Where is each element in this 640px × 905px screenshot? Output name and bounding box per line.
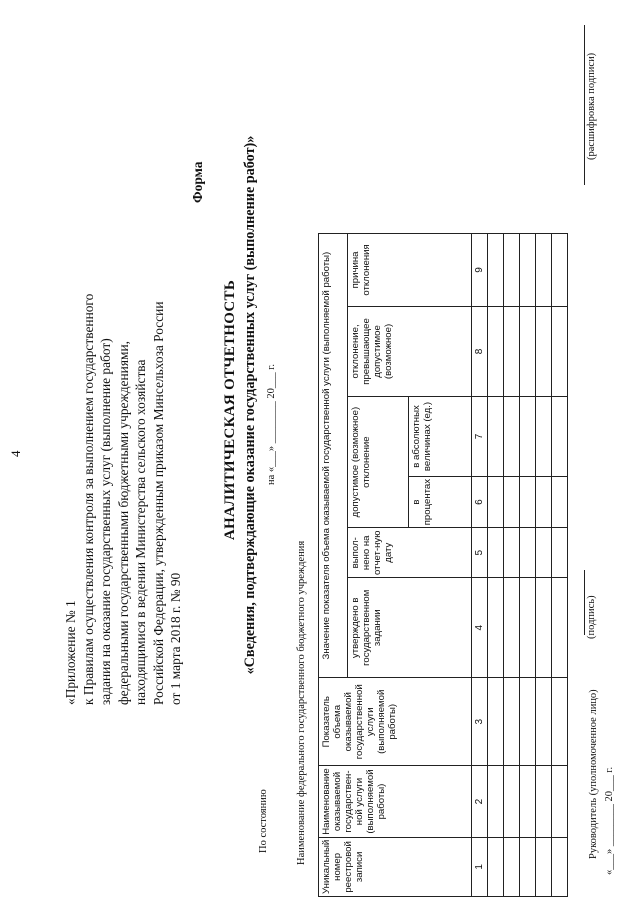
signature-date-field: «___» ________ 20___ г. [604,766,615,875]
table-cell[interactable] [504,528,520,578]
organization-label: Наименование федерального государственного бюджетного учреждения [296,540,307,865]
header-exceeding-deviation: отклонение, превышающее допустимое (возможное) [348,306,472,396]
column-number: 2 [472,766,488,838]
table-cell[interactable] [488,578,504,678]
table-cell[interactable] [504,578,520,678]
table-cell[interactable] [552,578,568,678]
page-number: 4 [8,450,23,457]
table-cell[interactable] [536,233,552,306]
column-number: 3 [472,678,488,766]
signature-caption: (подпись) [586,595,597,639]
table-cell[interactable] [536,578,552,678]
table-cell[interactable] [520,578,536,678]
table-cell[interactable] [504,476,520,527]
table-cell[interactable] [488,233,504,306]
table-cell[interactable] [504,396,520,476]
header-row [319,233,348,896]
table-cell[interactable] [536,476,552,527]
as-of-date-field: на «___» ________ 20___ г. [266,363,277,485]
table-cell[interactable] [552,528,568,578]
table-cell[interactable] [488,678,504,766]
column-number: 6 [472,476,488,527]
header-unique-number: Уникальный номер реестровой записи [319,837,472,896]
table-cell[interactable] [552,476,568,527]
table-cell[interactable] [488,766,504,838]
appendix-line: федеральными государственными бюджетными учреждениями, [115,341,131,705]
document-subtitle: «Сведения, подтверждающие оказание государственных услуг (выполнение работ)» [242,135,258,675]
header-completed: выпол-нено на отчет-ную дату [348,528,472,578]
signature-line[interactable] [584,570,585,635]
table-cell[interactable] [504,837,520,896]
table-cell[interactable] [520,766,536,838]
appendix-line: находящимися в ведении Министерства сельского хозяйства [133,359,148,705]
appendix-line: задания на оказание государственных услуг (выполнение работ) [98,338,113,705]
table-cell[interactable] [520,476,536,527]
table-cell[interactable] [488,528,504,578]
header-in-percent: в процентах [409,476,472,527]
table-cell[interactable] [520,306,536,396]
table-row [488,233,504,896]
header-allowed-deviation: допустимое (возможное) отклонение [348,396,409,527]
table-cell[interactable] [488,396,504,476]
header-in-absolute: в абсолютных величинах (ед.) [409,396,472,476]
as-of-label: По состоянию [258,789,269,853]
header-approved: утверждено в государственном задании [348,578,472,678]
appendix-header [62,294,185,705]
table-cell[interactable] [504,766,520,838]
name-line[interactable] [584,25,585,185]
table-cell[interactable] [520,837,536,896]
table-cell[interactable] [504,233,520,306]
table-cell[interactable] [552,233,568,306]
table-cell[interactable] [536,837,552,896]
table-cell[interactable] [552,306,568,396]
table-cell[interactable] [536,396,552,476]
header-volume-indicator: Показатель объема оказываемой государственной услуги (выполняемой работы) [319,678,472,766]
table-cell[interactable] [552,396,568,476]
column-number: 4 [472,578,488,678]
report-table [318,233,568,897]
table-cell[interactable] [536,766,552,838]
name-caption: (расшифровка подписи) [586,52,597,160]
appendix-line: «Приложение № 1 [63,600,78,705]
document-title: АНАЛИТИЧЕСКАЯ ОТЧЕТНОСТЬ [222,279,238,541]
table-cell[interactable] [520,528,536,578]
appendix-line: к Правилам осуществления контроля за выполнением государственного [80,293,96,705]
appendix-line: Российской Федерации, утвержденным приказом Минсельхоза России [150,301,166,705]
table-cell[interactable] [520,233,536,306]
table-row [504,233,520,896]
column-number: 9 [472,233,488,306]
column-number: 8 [472,306,488,396]
column-number: 1 [472,837,488,896]
column-number: 5 [472,528,488,578]
table-row [552,233,568,896]
column-number-row [472,233,488,896]
table-row [536,233,552,896]
table-cell[interactable] [520,678,536,766]
table-cell[interactable] [552,837,568,896]
table-cell[interactable] [504,678,520,766]
table-cell[interactable] [536,528,552,578]
table-row [520,233,536,896]
table-cell[interactable] [520,396,536,476]
table-cell[interactable] [504,306,520,396]
table-cell[interactable] [536,678,552,766]
signatory-label: Руководитель (уполномоченное лицо) [588,689,599,859]
column-number: 7 [472,396,488,476]
form-label: Форма [190,161,205,203]
appendix-line: от 1 марта 2018 г. № 90 [168,572,183,705]
table-cell[interactable] [552,766,568,838]
header-service-name: Наименование оказываемой государствен-ной услуги (выполняемой работы) [319,766,472,838]
table-cell[interactable] [536,306,552,396]
table-cell[interactable] [488,837,504,896]
header-value-group: Значение показателя объема оказываемой государственной услуги (выполняемой работы) [319,233,348,677]
header-reason: причина отклонения [348,233,472,306]
table-cell[interactable] [552,678,568,766]
table-cell[interactable] [488,306,504,396]
table-cell[interactable] [488,476,504,527]
